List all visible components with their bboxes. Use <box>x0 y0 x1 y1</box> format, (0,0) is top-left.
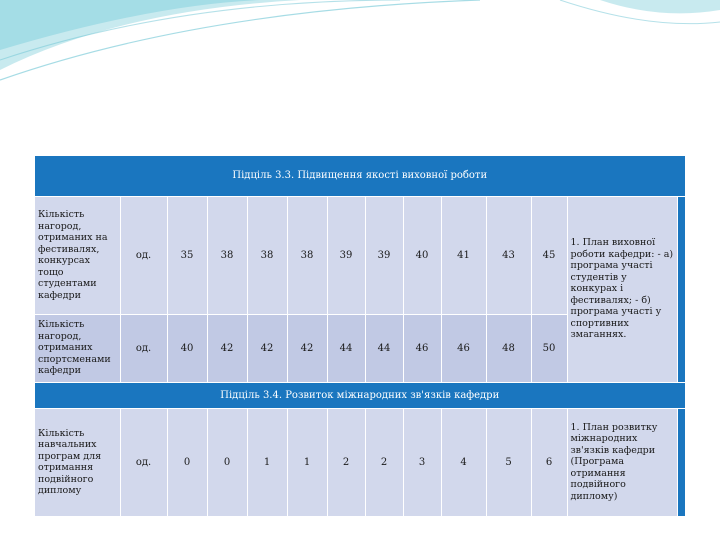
value-cell: 42 <box>247 314 287 382</box>
value-cell: 45 <box>531 196 567 314</box>
value-cell: 40 <box>167 314 207 382</box>
value-cell: 39 <box>327 196 365 314</box>
row-label: Кількість нагород, отриманих спортсменами кафедри <box>35 314 120 382</box>
row-label: Кількість навчальних програм для отримання подвійного диплому <box>35 408 120 516</box>
value-cell: 1 <box>247 408 287 516</box>
value-cell: 35 <box>167 196 207 314</box>
value-cell: 44 <box>327 314 365 382</box>
value-cell: 5 <box>486 408 531 516</box>
section-3-3-title: Підціль 3.3. Підвищення якості виховної роботи <box>35 156 685 196</box>
table-row <box>35 408 685 516</box>
unit-cell: од. <box>120 314 167 382</box>
value-cell: 39 <box>365 196 403 314</box>
unit-cell: од. <box>120 408 167 516</box>
table-row <box>35 196 685 314</box>
value-cell: 50 <box>531 314 567 382</box>
note-cell: 1. План виховної роботи кафедри: - а) програма участі студентів у конкурах і фестивалях; - б) програма участі у спортивних змаганнях. <box>567 196 677 382</box>
value-cell: 46 <box>403 314 441 382</box>
unit-cell: од. <box>120 196 167 314</box>
value-cell: 44 <box>365 314 403 382</box>
value-cell: 2 <box>327 408 365 516</box>
goals-table-container <box>35 156 685 518</box>
value-cell: 38 <box>247 196 287 314</box>
value-cell: 40 <box>403 196 441 314</box>
row-label: Кількість нагород, отриманих на фестивалях, конкурсах тощо студентами кафедри <box>35 196 120 314</box>
value-cell: 1 <box>287 408 327 516</box>
note-cell: 1. План розвитку міжнародних зв'язків кафедри (Програма отримання подвійного диплому) <box>567 408 677 516</box>
value-cell: 43 <box>486 196 531 314</box>
value-cell: 4 <box>441 408 486 516</box>
value-cell: 46 <box>441 314 486 382</box>
value-cell: 38 <box>207 196 247 314</box>
row-edge <box>677 196 685 382</box>
value-cell: 2 <box>365 408 403 516</box>
row-edge <box>677 408 685 516</box>
value-cell: 38 <box>287 196 327 314</box>
value-cell: 3 <box>403 408 441 516</box>
value-cell: 41 <box>441 196 486 314</box>
decorative-waves <box>0 0 720 100</box>
value-cell: 0 <box>207 408 247 516</box>
value-cell: 42 <box>207 314 247 382</box>
value-cell: 48 <box>486 314 531 382</box>
value-cell: 6 <box>531 408 567 516</box>
goals-table <box>35 156 686 517</box>
section-3-4-title: Підціль 3.4. Розвиток міжнародних зв'язків кафедри <box>35 382 685 408</box>
value-cell: 42 <box>287 314 327 382</box>
value-cell: 0 <box>167 408 207 516</box>
